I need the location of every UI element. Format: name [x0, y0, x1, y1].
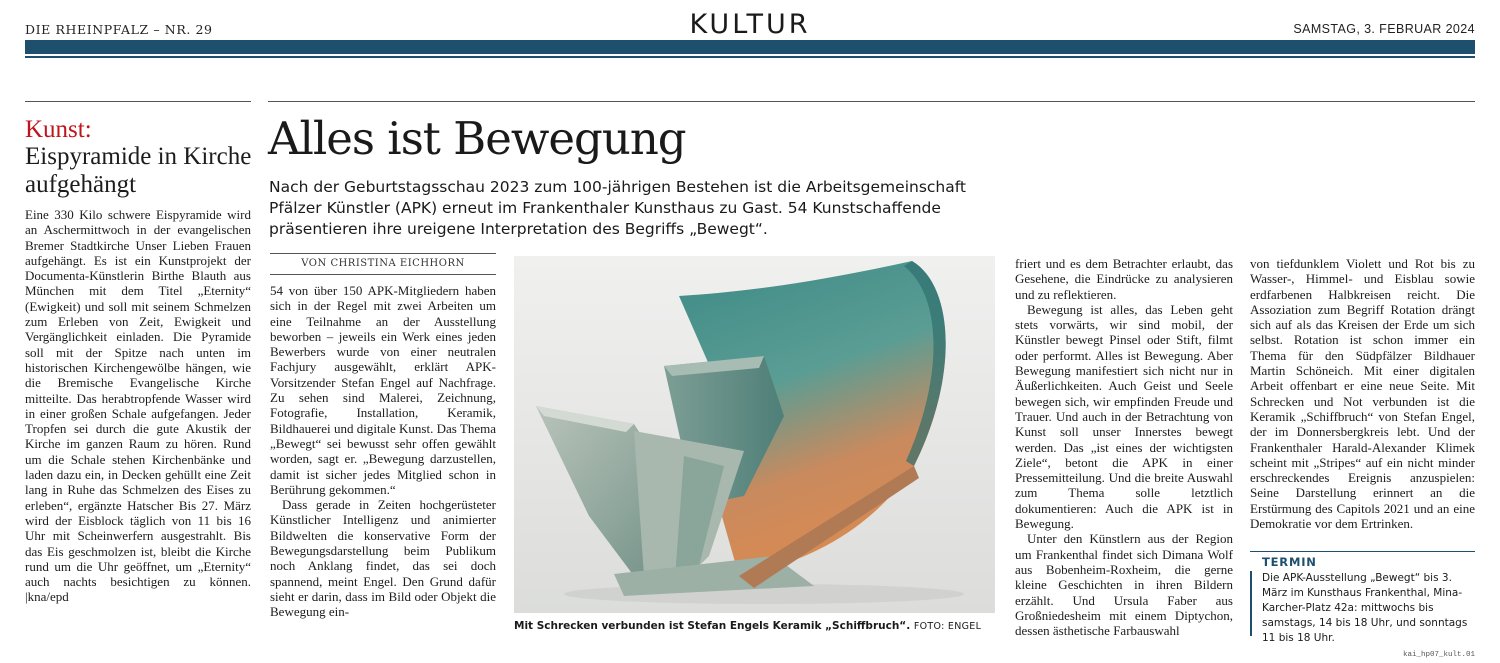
- termin-heading: TERMIN: [1262, 555, 1317, 569]
- byline-rule-top: [270, 253, 496, 254]
- col1-paragraph: 54 von über 150 APK-Mitgliedern haben sich in der Regel mit zwei Arbeiten um eine Teilnahme an der Ausstellung beworben – jeweils ein Werk eines jeden Bewerbers wurde von einer neutralen Fachjury ausgewählt, erklärt APK-Vorsitzender Stefan Engel auf Nachfrage. Zu sehen sind Malerei, Zeichnung, Fotografie, Installation, Keramik, Bildhauerei und digitale Kunst. Das Thema „Bewegt“ sei bewusst sehr offen gewählt worden, sagt er. „Bewegung darzustellen, damit ist sicher jedes Mitglied schon in Berührung gekommen.“: [270, 283, 496, 497]
- byline-rule-bottom: [270, 274, 496, 275]
- page-code: kai_hp07_kult.01: [1402, 651, 1475, 659]
- header-bar-thin: [25, 56, 1475, 58]
- termin-text: Die APK-Ausstellung „Bewegt“ bis 3. März im Kunsthaus Frankenthal, Mina-Karcher-Platz 42a: mittwochs bis samstags, 14 bis 18 Uhr, und sonntags 11 bis 18 Uhr.: [1262, 572, 1468, 644]
- section-title: KULTUR: [689, 9, 811, 40]
- newspaper-name: DIE RHEINPFALZ – NR. 29: [25, 22, 213, 37]
- side-headline: Eispyramide in Kirche aufgehängt: [25, 143, 252, 198]
- sculpture-image: [514, 256, 995, 613]
- article-column-3: [1250, 256, 1475, 548]
- article-lead: Nach der Geburtstagsschau 2023 zum 100-jährigen Bestehen ist die Arbeitsgemeinschaft Pfälzer Künstler (APK) erneut im Frankenthaler Kunsthaus zu Gast. 54 Kunstschaffende präsentieren ihre ureigene Interpretation des Begriffs „Bewegt“.: [269, 178, 967, 238]
- article-headline: Alles ist Bewegung: [268, 112, 686, 165]
- side-top-rule: [25, 101, 251, 102]
- col1-paragraph: Dass gerade in Zeiten hochgerüsteter Künstlicher Intelligenz und animierter Bildwelten die konservative Form der Bewegungsdarstellung beim Publikum noch Anklang findet, das sei doch spannend, meint Engel. Den Grund dafür sieht er darin, dass im Bild oder Objekt die Bewegung ein-: [270, 497, 496, 620]
- termin-box: [1250, 571, 1475, 644]
- byline: VON CHRISTINA EICHHORN: [301, 258, 465, 269]
- caption-text: Mit Schrecken verbunden ist Stefan Engels Keramik „Schiffbruch“.: [514, 620, 911, 632]
- col2-paragraph: Bewegung ist alles, das Leben geht stets vorwärts, wir sind mobil, der Künstler bewegt Pinsel oder Stift, filmt oder performt. Alles ist Bewegung. Aber Bewegung manifestiert sich nicht nur in Äußerlichkeiten. Auch Geist und Seele bewegen sich, wir empfinden Freude und Trauer. Und auch in der Betrachtung von Kunst soll unser Innerstes bewegt werden. Das „ist eines der wichtigsten Ziele“, betont die APK in einer Pressemitteilung. Und die breite Auswahl zum Thema solle letztlich dokumentieren: Auch die APK ist in Bewegung.: [1015, 301, 1233, 532]
- photo-credit: FOTO: ENGEL: [913, 621, 982, 632]
- article-column-1: [270, 283, 496, 640]
- sculpture-photo: [514, 256, 995, 613]
- col2-paragraph: friert und es dem Betrachter erlaubt, das Gesehene, die Eindrücke zu analysieren und zu reflektieren.: [1015, 256, 1233, 302]
- termin-rule: [1250, 551, 1475, 552]
- side-body-text: Eine 330 Kilo schwere Eispyramide wird an Aschermittwoch in der evangelischen Bremer Stadtkirche Unser Lieben Frauen aufgehängt. Es ist ein Kunstprojekt der Documenta-Künstlerin Birthe Blauth aus München mit dem Titel „Eternity“ (Ewigkeit) und soll mit seinem Schmelzen zum Erleben von Zeit, Ewigkeit und Vergänglichkeit einladen. Die Pyramide soll mit der Spitze nach unten im historischen Kirchengewölbe hängen, wie die Bremische Evangelische Kirche mitteilte. Das herabtropfende Wasser wird in einer großen Schale aufgefangen. Jeder Tropfen sei durch die gute Akustik der Kirche im ganzen Raum zu hören. Rund um die Schale stehen Kirchenbänke und laden dazu ein, in Decken gehüllt eine Zeit lang in Ruhe das Schmelzen des Eises zu erleben“, ergänzte Hatscher Bis 27. März wird der Eisblock täglich von 11 bis 16 Uhr mit Scheinwerfern ausgestrahlt. Bis das Eis geschmolzen ist, bleibt die Kirche rund um die Uhr geöffnet, um „Eternity“ auch nachts besichtigen zu können. |kna/epd: [25, 207, 251, 605]
- header-bar: [25, 40, 1475, 54]
- issue-date: SAMSTAG, 3. FEBRUAR 2024: [1293, 22, 1475, 36]
- side-kicker: Kunst:: [25, 116, 92, 143]
- main-top-rule: [268, 101, 1475, 102]
- col3-paragraph: von tiefdunklem Violett und Rot bis zu Wasser-, Himmel- und Eisblau sowie erdfarbenen Halbkreisen reicht. Die Assoziation zum Begriff Rotation drängt sich auf als das Kreisen der Erde um sich selbst. Rotation ist schon immer ein Thema für den Südpfälzer Bildhauer Martin Schöneich. Mit einer digitalen Arbeit offenbart er eine neue Seite. Mit Schrecken und Not verbunden ist die Keramik „Schiffbruch“ von Stefan Engel, der im Donnersbergkreis lebt. Und der Frankenthaler Harald-Alexander Klimek scheint mit „Stripes“ auf ein nicht minder erschreckendes Ereignis anzuspielen: Seine Darstellung erinnert an die Erstürmung des Capitols 2021 und an eine Demokratie vor dem Ertrinken.: [1250, 256, 1475, 532]
- article-column-2: [1015, 256, 1233, 640]
- col2-paragraph: Unter den Künstlern aus der Region um Frankenthal findet sich Dimana Wolf aus Bobenheim-Roxheim, die gerne kleine Geschichten in ihren Bildern erzählt. Und Ursula Faber aus Großniedesheim mit einem Diptychon, dessen ästhetische Farbauswahl: [1015, 531, 1233, 639]
- photo-caption: [514, 620, 995, 632]
